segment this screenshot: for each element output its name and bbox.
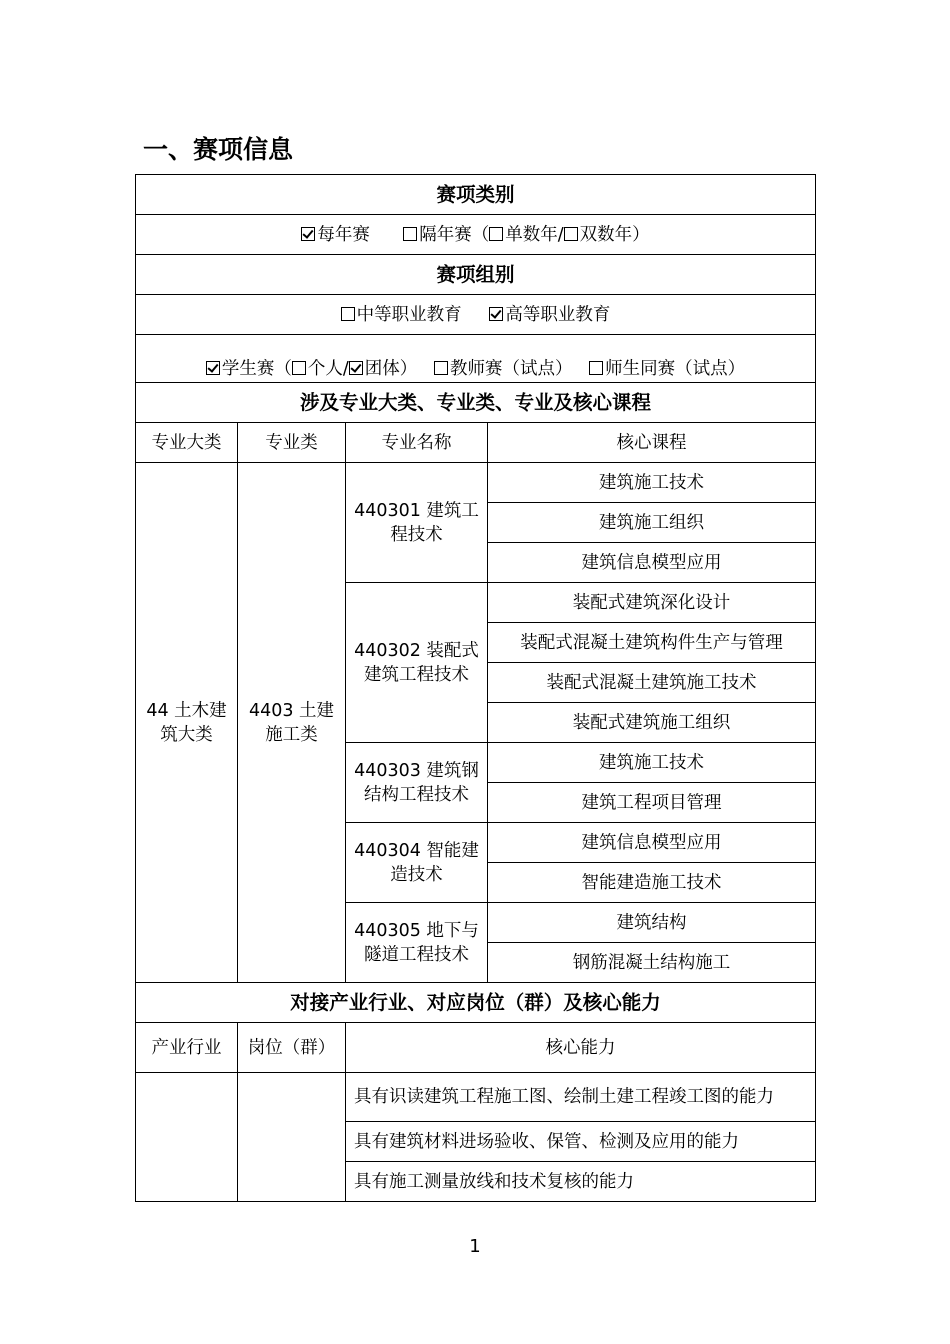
- core-course-cell: 建筑施工技术: [488, 743, 816, 783]
- core-course-cell: 装配式混凝土建筑施工技术: [488, 663, 816, 703]
- teacher-label: 教师赛（试点）: [449, 359, 573, 379]
- education-level-options: [136, 295, 816, 335]
- team-checkbox[interactable]: [349, 361, 363, 375]
- student-label: 学生赛（: [221, 359, 292, 379]
- individual-label: 个人/: [307, 359, 349, 379]
- core-course-cell: 建筑信息模型应用: [488, 823, 816, 863]
- col-core-courses: 核心课程: [488, 423, 816, 463]
- annual-label: 每年赛: [317, 224, 370, 245]
- biennial-checkbox[interactable]: [403, 227, 417, 241]
- core-course-cell: 建筑施工组织: [488, 503, 816, 543]
- even-year-checkbox[interactable]: [564, 227, 578, 241]
- event-category-options: [136, 215, 816, 255]
- ability-cell: 具有施工测量放线和技术复核的能力: [346, 1162, 816, 1202]
- competition-type-options: [136, 335, 816, 383]
- secondary-edu-label: 中等职业教育: [356, 304, 462, 325]
- event-group-title: 赛项组别: [136, 255, 816, 295]
- section-heading: 一、赛项信息: [143, 135, 294, 164]
- major-name-cell: 440304 智能建造技术: [346, 823, 488, 903]
- teacher-student-checkbox[interactable]: [589, 361, 603, 375]
- major-category-cell: 44 土木建筑大类: [136, 463, 238, 983]
- industry-section-title: 对接产业行业、对应岗位（群）及核心能力: [136, 983, 816, 1023]
- odd-year-label: 单数年/: [505, 224, 564, 245]
- odd-year-checkbox[interactable]: [489, 227, 503, 241]
- biennial-label: 隔年赛（: [419, 224, 490, 245]
- team-label: 团体）: [364, 359, 418, 379]
- core-course-cell: 装配式建筑深化设计: [488, 583, 816, 623]
- core-course-cell: 装配式建筑施工组织: [488, 703, 816, 743]
- col-ability: 核心能力: [346, 1023, 816, 1073]
- col-major-category: 专业大类: [136, 423, 238, 463]
- position-cell: [238, 1073, 346, 1202]
- core-course-cell: 建筑施工技术: [488, 463, 816, 503]
- ability-cell: 具有识读建筑工程施工图、绘制土建工程竣工图的能力: [346, 1073, 816, 1122]
- page-number: 1: [469, 1236, 481, 1257]
- core-course-cell: 建筑结构: [488, 903, 816, 943]
- major-class-cell: 4403 土建施工类: [238, 463, 346, 983]
- core-course-cell: 装配式混凝土建筑构件生产与管理: [488, 623, 816, 663]
- col-major-name: 专业名称: [346, 423, 488, 463]
- major-name-cell: 440305 地下与隧道工程技术: [346, 903, 488, 983]
- individual-checkbox[interactable]: [292, 361, 306, 375]
- secondary-edu-checkbox[interactable]: [341, 307, 355, 321]
- annual-checkbox[interactable]: [301, 227, 315, 241]
- col-position: 岗位（群）: [238, 1023, 346, 1073]
- even-year-label: 双数年）: [579, 224, 650, 245]
- col-industry: 产业行业: [136, 1023, 238, 1073]
- majors-section-title: 涉及专业大类、专业类、专业及核心课程: [136, 383, 816, 423]
- core-course-cell: 建筑信息模型应用: [488, 543, 816, 583]
- student-checkbox[interactable]: [206, 361, 220, 375]
- teacher-checkbox[interactable]: [434, 361, 448, 375]
- core-course-cell: 建筑工程项目管理: [488, 783, 816, 823]
- event-category-title: 赛项类别: [136, 175, 816, 215]
- major-name-cell: 440303 建筑钢结构工程技术: [346, 743, 488, 823]
- major-name-cell: 440302 装配式建筑工程技术: [346, 583, 488, 743]
- core-course-cell: 钢筋混凝土结构施工: [488, 943, 816, 983]
- higher-edu-checkbox[interactable]: [489, 307, 503, 321]
- col-major-class: 专业类: [238, 423, 346, 463]
- industry-cell: [136, 1073, 238, 1202]
- ability-cell: 具有建筑材料进场验收、保管、检测及应用的能力: [346, 1122, 816, 1162]
- core-course-cell: 智能建造施工技术: [488, 863, 816, 903]
- event-info-table: [135, 174, 816, 1202]
- higher-edu-label: 高等职业教育: [505, 304, 611, 325]
- major-name-cell: 440301 建筑工程技术: [346, 463, 488, 583]
- teacher-student-label: 师生同赛（试点）: [605, 359, 746, 379]
